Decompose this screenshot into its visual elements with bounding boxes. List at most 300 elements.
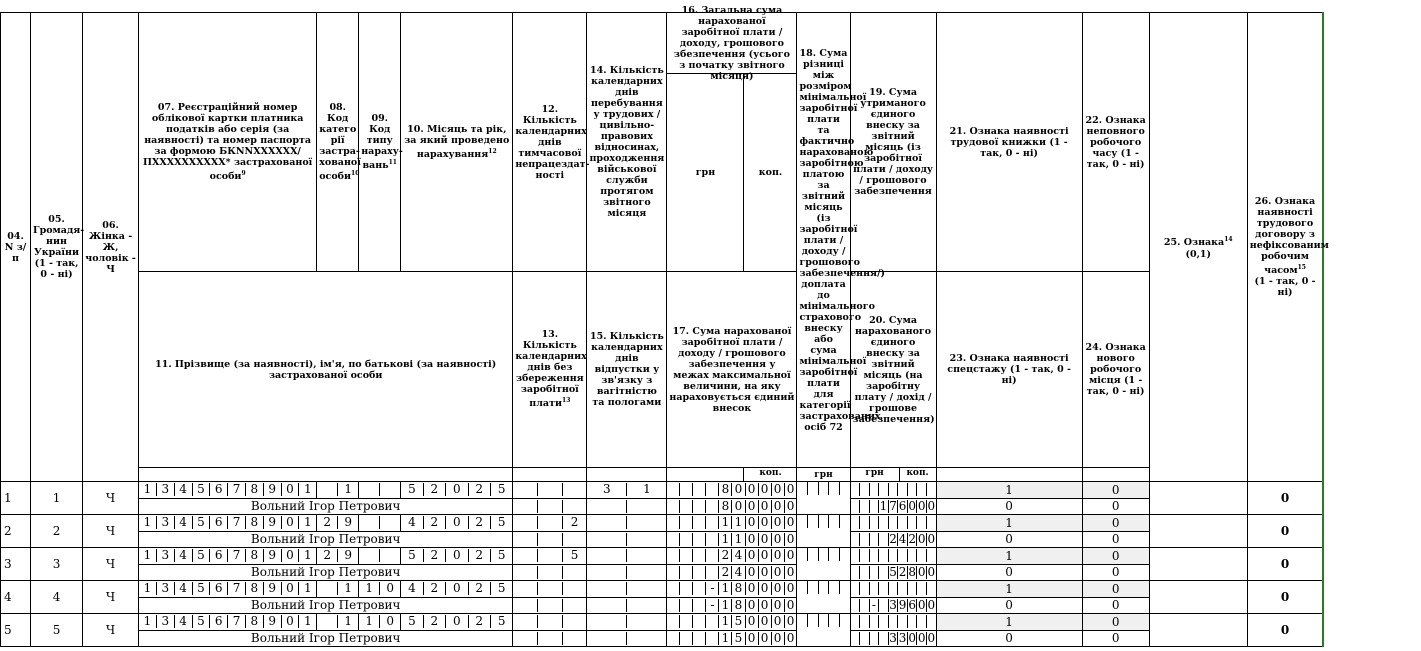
header-06: 06. Жінка - Ж, чоловік - Ч — [83, 13, 139, 482]
sum-20-digit: 0 — [927, 498, 936, 513]
sum-17-digit — [692, 599, 705, 612]
sum-20-digit — [878, 533, 888, 546]
period — [401, 483, 512, 496]
type-code-digit — [359, 549, 379, 562]
sum-16-digit: 0 — [771, 483, 784, 496]
id-number-digit: 0 — [281, 483, 299, 496]
sum-18-digit — [839, 548, 850, 561]
sum-16-digit: 8 — [718, 483, 731, 496]
sum-17-digit: 1 — [718, 599, 731, 612]
sum-18-digit — [797, 482, 807, 495]
days-15-digit — [626, 566, 666, 579]
sum-20-digit: 0 — [917, 498, 926, 513]
sum-16-digit: 0 — [771, 582, 784, 595]
days-12-digit: 5 — [562, 549, 587, 562]
category-code — [317, 549, 358, 562]
header-09: 09. Код типу нараху-вань$^{11}$ — [359, 13, 401, 272]
days-13-digit — [537, 632, 562, 645]
id-number-digit: 6 — [209, 516, 227, 529]
sum-16-digit: 0 — [731, 483, 744, 496]
days-12-digit — [513, 516, 537, 529]
flag-26: 0 — [1247, 515, 1323, 548]
id-number-digit: 9 — [263, 516, 281, 529]
days-13 — [513, 533, 586, 546]
period-digit: 0 — [445, 582, 467, 595]
sum-16-digit — [679, 516, 692, 529]
header-07: 07. Реєстраційний номер облікової картки платника податків або серія (за наявності) та номер паспорта за формою БКNNXXXXXX/ПXXXXXXXXXX* застрахованої особи$^9$ — [139, 13, 317, 272]
sum-17-digit — [667, 500, 679, 513]
sum-20-digit: 0 — [908, 498, 916, 513]
header-05: 05. Громадя-нин України (1 - так, 0 - ні) — [31, 13, 83, 482]
flag-25 — [1149, 581, 1247, 614]
table-row — [1, 482, 1410, 499]
days-14-digit — [626, 516, 666, 529]
id-number — [139, 615, 316, 628]
sum-18-digit — [797, 548, 807, 561]
category-code-digit: 1 — [337, 615, 358, 628]
period-digit: 2 — [423, 582, 445, 595]
sum-19-digit — [878, 582, 888, 595]
sex-cell: Ч — [83, 614, 139, 647]
id-number-digit: 7 — [227, 582, 245, 595]
sum-19-digit — [926, 582, 936, 595]
table-row — [1, 614, 1410, 631]
id-number-digit: 5 — [192, 615, 210, 628]
sum-16-digit — [667, 483, 679, 496]
flag-24: 0 — [1082, 630, 1149, 647]
sum-17-digit — [692, 533, 705, 546]
header-18: 18. Сума різниці між розміром мінімальної заробітної плати та фактично нарахованою заробітною платою за звітний місяць (із заробітної плати / доходу / грошового забезпечення/) доплата до мінімального страхового внеску або сума мінімальної заробітної плати для категорії застрахованих осіб 72 — [797, 13, 850, 468]
id-number — [139, 483, 316, 496]
id-number-digit: 4 — [174, 615, 192, 628]
period-digit: 2 — [468, 483, 490, 496]
category-code — [317, 615, 358, 628]
sum-20-digit — [878, 599, 888, 612]
sum-17-digit: 0 — [758, 632, 771, 645]
sum-16-digit — [667, 582, 679, 595]
type-code-digit: 0 — [379, 582, 400, 595]
sum-16-digit — [692, 582, 705, 595]
sum-17-digit — [667, 533, 679, 546]
person-name: Вольний Ігор Петрович — [139, 531, 513, 548]
citizen-cell: 4 — [31, 581, 83, 614]
flag-25 — [1149, 515, 1247, 548]
days-15-digit — [587, 599, 626, 612]
header-04: 04. N з/п — [1, 13, 31, 482]
sum-17-digit — [692, 632, 705, 645]
id-number-digit: 7 — [227, 483, 245, 496]
sum-19-digit — [888, 582, 898, 595]
flag-26: 0 — [1247, 482, 1323, 515]
sum-17-digit: 0 — [731, 500, 744, 513]
header-10: 10. Місяць та рік, за який проведено нарахування$^{12}$ — [401, 13, 513, 272]
sum-19 — [851, 615, 936, 628]
flag-21: 1 — [936, 581, 1082, 598]
sum-19-digit — [888, 615, 898, 628]
sum-20-digit: 2 — [889, 531, 897, 546]
type-code — [359, 582, 400, 595]
sum-16-digit — [679, 615, 692, 628]
sum-20-digit — [859, 566, 869, 579]
row-number: 1 — [1, 482, 31, 515]
type-code-digit — [359, 483, 379, 496]
period — [401, 582, 512, 595]
sum-20-digit — [851, 500, 860, 513]
sum-20-digit: 0 — [917, 564, 926, 579]
days-12-digit — [513, 549, 537, 562]
sum-17-digit: 0 — [758, 500, 771, 513]
sum-20-digit: 1 — [879, 498, 888, 513]
days-13-digit — [513, 566, 537, 579]
sum-19-digit — [907, 516, 917, 529]
flag-21: 1 — [936, 548, 1082, 565]
sum-18-digit — [839, 581, 850, 594]
sum-17-digit: 0 — [771, 500, 784, 513]
header-22: 22. Ознака неповного робочого часу (1 - так, 0 - ні) — [1082, 13, 1149, 272]
id-number-digit: 8 — [245, 516, 263, 529]
sum-18-digit — [818, 548, 829, 561]
sum-18 — [797, 515, 849, 547]
sum-20-digit: 0 — [917, 630, 926, 645]
sum-17-digit: 0 — [784, 599, 797, 612]
sum-17-digit: 0 — [745, 533, 758, 546]
id-number-digit: 1 — [298, 582, 316, 595]
category-code — [317, 582, 358, 595]
sum-20 — [851, 500, 936, 513]
period-digit: 2 — [423, 483, 445, 496]
flag-21: 1 — [936, 515, 1082, 532]
category-code-digit — [317, 483, 337, 496]
sum-20-digit — [878, 632, 888, 645]
type-code-digit — [379, 516, 400, 529]
sum-17-digit: 0 — [745, 632, 758, 645]
sum-19-digit — [897, 483, 907, 496]
sum-19-digit — [869, 549, 879, 562]
sum-20-digit: 8 — [908, 564, 916, 579]
days-12-digit — [513, 615, 537, 628]
header-23: 23. Ознака наявності спецстажу (1 - так, 0 - ні) — [936, 272, 1082, 468]
header-24: 24. Ознака нового робочого місця (1 - так, 0 - ні) — [1082, 272, 1149, 468]
sum-20-digit — [859, 599, 869, 612]
sum-19-digit — [859, 516, 869, 529]
days-12-digit — [562, 483, 587, 496]
type-code-digit — [379, 549, 400, 562]
period-digit: 5 — [490, 582, 512, 595]
sum-20-digit: 0 — [908, 630, 916, 645]
sum-20 — [851, 632, 936, 645]
period-digit: 0 — [445, 483, 467, 496]
days-12-digit — [513, 582, 537, 595]
sum-16-digit: 0 — [771, 549, 784, 562]
days-15 — [587, 533, 666, 546]
sum-19-digit — [859, 549, 869, 562]
sum-19-digit — [878, 549, 888, 562]
sum-16-digit: 0 — [758, 483, 771, 496]
id-number-digit: 8 — [245, 483, 263, 496]
sum-16-digit — [692, 516, 705, 529]
sum-20-digit: 0 — [917, 531, 926, 546]
sum-16-digit: 0 — [745, 615, 758, 628]
days-13-digit — [562, 632, 587, 645]
sum-17-digit — [679, 599, 692, 612]
days-13-digit — [562, 533, 587, 546]
sum-20-digit — [869, 533, 879, 546]
id-number-digit: 4 — [174, 483, 192, 496]
days-14-digit — [587, 582, 626, 595]
sum-19-digit — [916, 549, 926, 562]
header-14: 14. Кількість календарних днів перебування у трудових / цивільно-правових відносинах, проходження військової служби протягом звітного місяця — [587, 13, 667, 272]
id-number-digit: 3 — [156, 582, 174, 595]
sum-17-digit — [667, 566, 679, 579]
sum-18-digit — [807, 482, 818, 495]
id-number-digit: 1 — [298, 549, 316, 562]
days-12-digit — [562, 615, 587, 628]
sum-18-digit — [797, 515, 807, 528]
sub-grn-19: грн — [865, 468, 884, 478]
sum-20-digit — [859, 500, 869, 513]
sum-19-digit — [869, 516, 879, 529]
id-number-digit: 1 — [143, 548, 152, 563]
period-digit: 2 — [468, 615, 490, 628]
days-13-digit — [562, 566, 587, 579]
period-digit: 5 — [490, 483, 512, 496]
period-digit: 5 — [408, 482, 416, 497]
days-15 — [587, 566, 666, 579]
days-13-digit — [562, 599, 587, 612]
sum-19-digit — [926, 615, 936, 628]
id-number-digit: 6 — [209, 615, 227, 628]
id-number-digit: 1 — [143, 515, 152, 530]
sum-19-digit — [897, 615, 907, 628]
sum-16-digit — [705, 483, 718, 496]
sum-17-digit: 8 — [718, 500, 731, 513]
days-12-digit — [562, 582, 587, 595]
days-15-digit — [587, 632, 626, 645]
sum-19-digit — [851, 582, 860, 595]
period-digit: 5 — [490, 516, 512, 529]
flag-26: 0 — [1247, 581, 1323, 614]
sum-16-digit: 0 — [784, 582, 797, 595]
report-table — [0, 4, 1410, 647]
days-13-digit — [513, 500, 537, 513]
id-number-digit: 4 — [174, 582, 192, 595]
category-code — [317, 483, 358, 496]
flag-25 — [1149, 548, 1247, 581]
sub-kop-19: коп. — [899, 468, 936, 481]
sum-17-digit — [679, 566, 692, 579]
days-12-digit — [537, 549, 562, 562]
sum-16-digit: 0 — [758, 516, 771, 529]
sum-17-digit — [667, 599, 679, 612]
days-15-digit — [587, 533, 626, 546]
days-14 — [587, 615, 666, 628]
header-25: 25. Ознака$^{14}$ (0,1) — [1149, 13, 1247, 482]
sum-17-digit: 0 — [771, 599, 784, 612]
person-name: Вольний Ігор Петрович — [139, 630, 513, 647]
id-number-digit: 1 — [298, 516, 316, 529]
id-number-digit: 7 — [227, 549, 245, 562]
sum-16-digit: 0 — [784, 549, 797, 562]
sum-19 — [851, 483, 936, 496]
sum-17-digit — [667, 632, 679, 645]
sum-16-digit: 5 — [731, 615, 744, 628]
sum-16 — [667, 582, 796, 595]
flag-24: 0 — [1082, 564, 1149, 581]
type-code — [359, 483, 400, 496]
sum-16-digit — [667, 615, 679, 628]
table-row — [1, 548, 1410, 565]
sum-17-digit — [705, 632, 718, 645]
sum-20-digit — [878, 566, 888, 579]
period-digit: 2 — [468, 549, 490, 562]
period-digit: 5 — [490, 549, 512, 562]
sum-19-digit — [897, 549, 907, 562]
sum-19-digit — [851, 483, 860, 496]
sum-20-digit: 2 — [908, 531, 916, 546]
id-number-digit: 7 — [227, 516, 245, 529]
sum-17-digit — [705, 500, 718, 513]
person-name: Вольний Ігор Петрович — [139, 498, 513, 515]
sum-19-digit — [888, 516, 898, 529]
sum-17 — [667, 500, 796, 513]
sum-16-digit — [705, 549, 718, 562]
id-number-digit: 3 — [156, 483, 174, 496]
row-number: 4 — [1, 581, 31, 614]
sum-20-digit: 3 — [889, 630, 897, 645]
id-number-digit: 8 — [245, 549, 263, 562]
sum-17-digit: 0 — [745, 500, 758, 513]
sum-17-digit: 0 — [758, 533, 771, 546]
flag-22: 0 — [1082, 515, 1149, 532]
flag-23: 0 — [936, 597, 1082, 614]
sum-16-digit — [692, 483, 705, 496]
period-digit: 5 — [490, 615, 512, 628]
days-12 — [513, 516, 586, 529]
sum-18 — [797, 482, 849, 514]
sum-16-digit — [705, 516, 718, 529]
sum-20-digit: 7 — [889, 498, 897, 513]
id-number-digit: 1 — [143, 581, 152, 596]
sex-cell: Ч — [83, 482, 139, 515]
header-13: 13. Кількість календарних днів без збереження заробітної плати$^{13}$ — [513, 272, 587, 468]
sum-20 — [851, 533, 936, 546]
id-number-digit: 7 — [227, 615, 245, 628]
sum-19-digit — [926, 516, 936, 529]
id-number-digit: 9 — [263, 615, 281, 628]
sum-20-digit — [869, 632, 879, 645]
flag-25 — [1149, 614, 1247, 647]
header-16-grn: грн — [695, 167, 716, 178]
sum-19-digit — [869, 615, 879, 628]
sum-19-digit — [897, 516, 907, 529]
header-19: 19. Сума утриманого єдиного внеску за звітний місяць (із заробітної плати / доходу / грошового забезпечення — [850, 13, 936, 272]
sum-16-digit: 0 — [745, 549, 758, 562]
sum-17-digit: 0 — [771, 632, 784, 645]
sum-17-digit: 1 — [718, 632, 731, 645]
sum-16 — [667, 483, 796, 496]
sum-17-digit: 8 — [731, 599, 744, 612]
id-number-digit: 9 — [263, 582, 281, 595]
days-12-digit — [537, 615, 562, 628]
sum-19-digit — [907, 483, 917, 496]
days-15-digit — [587, 566, 626, 579]
sum-16-digit — [692, 549, 705, 562]
sum-18-digit — [807, 581, 818, 594]
sum-18 — [797, 581, 849, 613]
sum-19 — [851, 582, 936, 595]
days-14 — [587, 483, 666, 496]
row-number: 5 — [1, 614, 31, 647]
id-number-digit: 4 — [174, 549, 192, 562]
days-12 — [513, 582, 586, 595]
sum-17-digit: 0 — [758, 599, 771, 612]
sum-16-digit: 4 — [731, 549, 744, 562]
sum-18-digit — [818, 581, 829, 594]
header-08: 08. Код катего рії застра-хованої особи$^{10}$ — [317, 13, 359, 272]
sum-17-digit — [679, 500, 692, 513]
sum-20-digit — [859, 533, 869, 546]
id-number — [139, 582, 316, 595]
days-14-digit — [626, 549, 666, 562]
sum-16-digit — [679, 582, 692, 595]
type-code-digit: 0 — [379, 615, 400, 628]
citizen-cell: 5 — [31, 614, 83, 647]
sum-16-digit: 0 — [745, 483, 758, 496]
sum-20-digit — [851, 599, 860, 612]
flag-25 — [1149, 482, 1247, 515]
sum-16-digit — [692, 615, 705, 628]
flag-23: 0 — [936, 498, 1082, 515]
id-number-digit: 9 — [263, 483, 281, 496]
sum-20-digit: - — [869, 599, 879, 612]
sum-19-digit — [859, 582, 869, 595]
sum-16-digit: 0 — [758, 582, 771, 595]
sum-19-digit — [859, 615, 869, 628]
category-code-digit: 1 — [337, 582, 358, 595]
sum-16-digit: 0 — [745, 582, 758, 595]
sum-16-digit: 0 — [771, 516, 784, 529]
sum-18-digit — [797, 581, 807, 594]
sum-20 — [851, 566, 936, 579]
sum-17-digit: 0 — [745, 599, 758, 612]
sum-20-digit: 0 — [927, 564, 936, 579]
id-number-digit: 3 — [156, 516, 174, 529]
category-code-digit — [317, 582, 337, 595]
days-14-digit — [587, 615, 626, 628]
id-number — [139, 549, 316, 562]
days-13-digit — [513, 599, 537, 612]
sum-20-digit — [851, 533, 860, 546]
id-number-digit: 5 — [192, 582, 210, 595]
sum-17-digit: 2 — [718, 566, 731, 579]
days-15-digit — [626, 500, 666, 513]
sum-17-digit: 0 — [784, 632, 797, 645]
sum-19-digit — [888, 483, 898, 496]
sum-19-digit — [888, 549, 898, 562]
sum-20-digit: 4 — [898, 531, 907, 546]
sum-17-digit: 0 — [784, 566, 797, 579]
sum-16 — [667, 516, 796, 529]
sum-17-digit: 1 — [731, 533, 744, 546]
citizen-cell: 1 — [31, 482, 83, 515]
days-14 — [587, 516, 666, 529]
days-13 — [513, 500, 586, 513]
flag-26: 0 — [1247, 548, 1323, 581]
sum-17-digit — [679, 533, 692, 546]
period — [401, 615, 512, 628]
days-13 — [513, 599, 586, 612]
sum-19-digit — [878, 516, 888, 529]
